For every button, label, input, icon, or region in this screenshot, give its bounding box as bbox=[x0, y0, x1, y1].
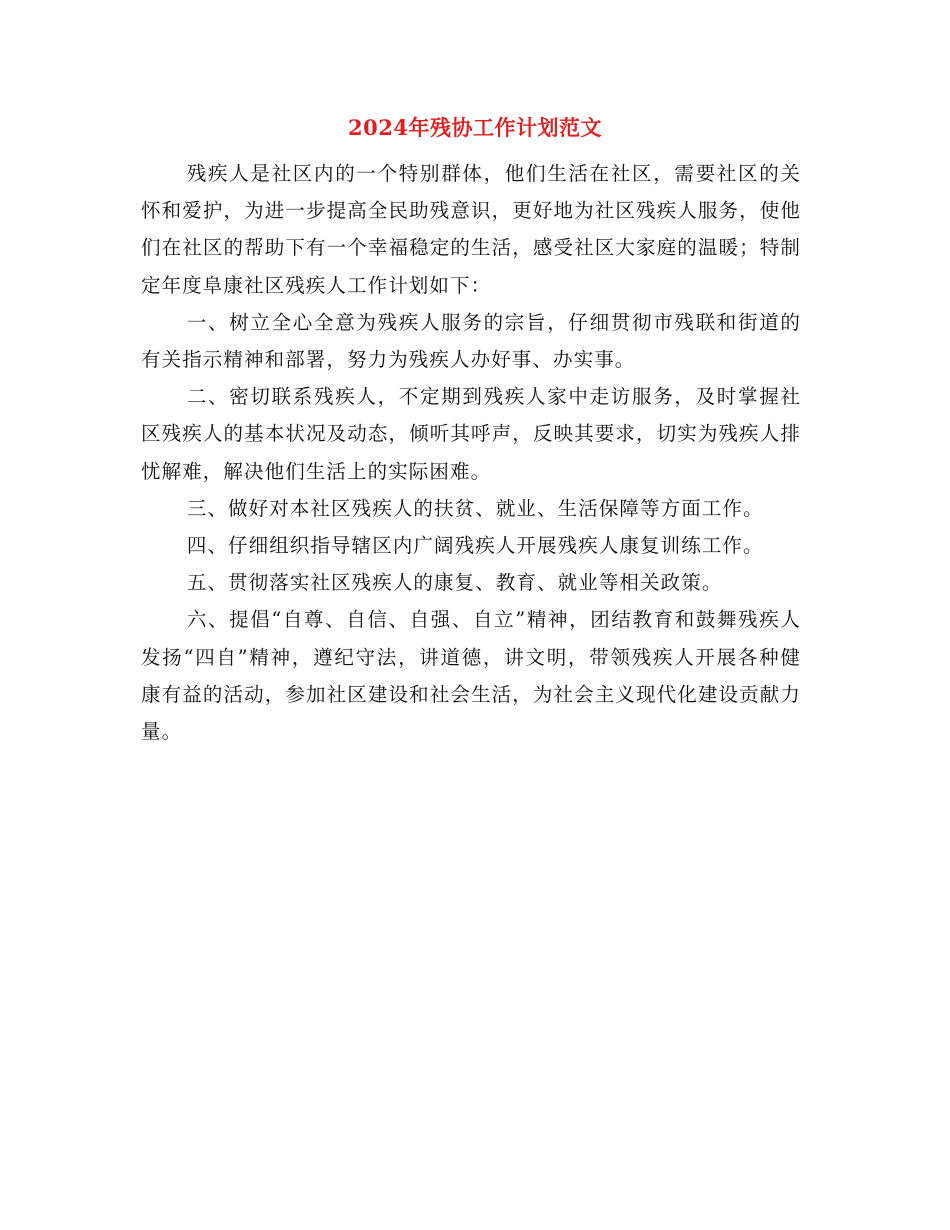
paragraph-item-2: 二、密切联系残疾人，不定期到残疾人家中走访服务，及时掌握社区残疾人的基本状况及动态，倾听其呼声，反映其要求，切实为残疾人排忧解难，解决他们生活上的实际困难。 bbox=[141, 385, 801, 483]
document-title: 2024年残协工作计划范文 bbox=[348, 115, 602, 140]
paragraph-item-6: 六、提倡“自尊、自信、自强、自立”精神，团结教育和鼓舞残疾人发扬“四自”精神，遵纪守法，讲道德，讲文明，带领残疾人开展各种健康有益的活动，参加社区建设和社会生活，为社会主义现代化建设贡献力量。 bbox=[141, 608, 801, 744]
paragraph-item-5: 五、贯彻落实社区残疾人的康复、教育、就业等相关政策。 bbox=[186, 571, 723, 595]
paragraph-intro: 残疾人是社区内的一个特别群体，他们生活在社区，需要社区的关怀和爱护，为进一步提高全民助残意识，更好地为社区残疾人服务，使他们在社区的帮助下有一个幸福稳定的生活，感受社区大家庭的温暖；特制定年度阜康社区残疾人工作计划如下： bbox=[141, 162, 801, 297]
paragraph-item-4: 四、仔细组织指导辖区内广阔残疾人开展残疾人康复训练工作。 bbox=[186, 534, 764, 558]
paragraph-item-1: 一、树立全心全意为残疾人服务的宗旨，仔细贯彻市残联和街道的有关指示精神和部署，努力为残疾人办好事、办实事。 bbox=[141, 310, 801, 372]
paragraph-item-3: 三、做好对本社区残疾人的扶贫、就业、生活保障等方面工作。 bbox=[186, 496, 764, 520]
document-body bbox=[141, 155, 801, 750]
